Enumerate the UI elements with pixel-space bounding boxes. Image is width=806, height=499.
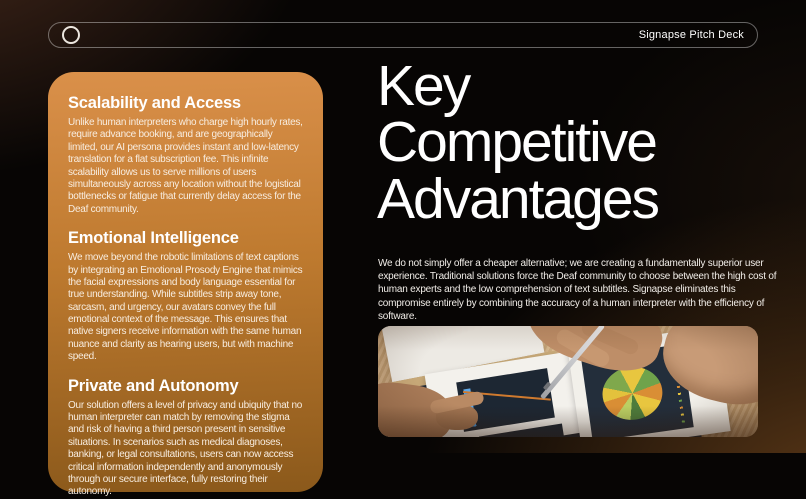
logo-circle-icon <box>62 26 80 44</box>
deck-title: Signapse Pitch Deck <box>638 29 744 41</box>
slide-title-line: Key <box>377 54 470 118</box>
section-heading: Emotional Intelligence <box>68 229 239 248</box>
slide-title-line: Competitive <box>377 110 656 175</box>
slide-title <box>377 54 797 231</box>
section-heading: Private and Autonomy <box>68 376 239 395</box>
section-body: Our solution offers a level of privacy and ubiquity that no human interpreter can match by removing the stigma and risk of having a third person present in sensitive situations. In scenarios such as medical diagnoses, banking, or legal consultations, users can now access critical information independently and anonymously through our secure interface, fully restoring their autonomy. <box>68 399 303 498</box>
section-heading: Scalability and Access <box>68 94 241 112</box>
card-section-emotional <box>68 229 303 364</box>
slide-title-line: Advantages <box>377 166 659 231</box>
slide-paragraph: We do not simply offer a cheaper alternative; we are creating a fundamentally superior user experience. Traditional solutions force the Deaf community to choose between the high cost of human experts and the low comprehension of text subtitles. Signapse eliminates this compromise entirely by combining the accuracy of a human interpreter with the efficiency of software. <box>378 258 777 322</box>
section-body: We move beyond the robotic limitations of text captions by integrating an Emotional Prosody Engine that mimics the facial expressions and body language essential for true understanding. While subtitles strip away tone, sarcasm, and urgency, our avatars convey the full emotional context of the message. This ensures that native signers receive information with the same human nuance and clarity as hearing users, but with machine speed. <box>68 252 303 363</box>
advantages-card <box>48 72 323 498</box>
section-body: Unlike human interpreters who charge high hourly rates, require advance booking, and are geographically limited, our AI persona provides instant and low-latency translation for a flat subscription fee. This infinite scalability allows us to serve millions of users simultaneously across any location without the logistical bottlenecks or fatigue that currently delay access for the Deaf community. <box>68 117 303 215</box>
card-section-private <box>68 377 303 499</box>
charts-photo <box>378 326 758 437</box>
photo-vignette <box>378 326 758 437</box>
card-section-scalability <box>68 94 303 216</box>
slide-header-bar <box>48 22 758 48</box>
